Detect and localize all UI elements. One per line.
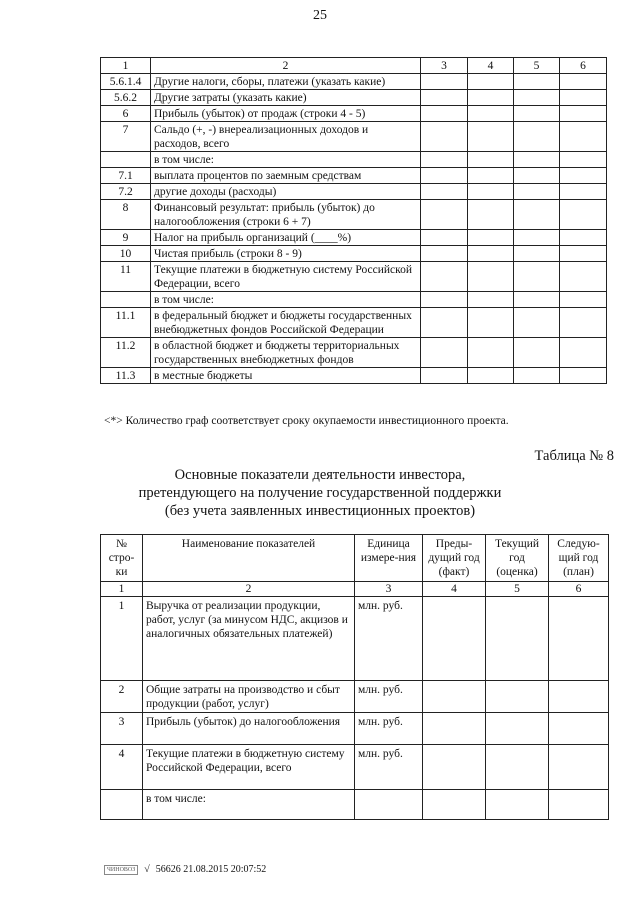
- value-cell: [421, 200, 468, 230]
- stamp-text: 56626 21.08.2015 20:07:52: [155, 864, 267, 875]
- check-mark-icon: √: [144, 864, 150, 875]
- value-cell: [423, 681, 486, 713]
- column-number-cell: 4: [468, 58, 514, 74]
- column-number-cell: 3: [355, 582, 423, 597]
- value-cell: [468, 200, 514, 230]
- value-cell: [514, 200, 560, 230]
- table-row: [101, 152, 607, 168]
- value-cell: [560, 168, 607, 184]
- table-row: [101, 308, 607, 338]
- value-cell: [421, 74, 468, 90]
- column-header: № стро-ки: [101, 535, 143, 582]
- indicator-label-cell: в областной бюджет и бюджеты территориальных государственных внебюджетных фондов: [151, 338, 421, 368]
- value-cell: [486, 681, 549, 713]
- column-header: Единица измере-ния: [355, 535, 423, 582]
- value-cell: [423, 745, 486, 790]
- value-cell: [421, 90, 468, 106]
- value-cell: [468, 368, 514, 384]
- column-number-cell: 6: [560, 58, 607, 74]
- indicators-table-continued: [100, 57, 607, 384]
- unit-cell: млн. руб.: [355, 681, 423, 713]
- unit-cell: млн. руб.: [355, 745, 423, 790]
- value-cell: [514, 338, 560, 368]
- value-cell: [421, 262, 468, 292]
- table-title-line: Основные показатели деятельности инвестора,: [174, 467, 466, 483]
- indicator-label-cell: Общие затраты на производство и сбыт продукции (работ, услуг): [143, 681, 355, 713]
- value-cell: [468, 90, 514, 106]
- value-cell: [560, 292, 607, 308]
- indicator-label-cell: Текущие платежи в бюджетную систему Российской Федерации, всего: [143, 745, 355, 790]
- indicator-label-cell: Выручка от реализации продукции, работ, услуг (за минусом НДС, акцизов и аналогичных обязательных платежей): [143, 597, 355, 681]
- unit-cell: млн. руб.: [355, 597, 423, 681]
- value-cell: [514, 106, 560, 122]
- stamp-logo: ЧИНОВОЗ: [104, 865, 138, 875]
- indicator-label-cell: Другие затраты (указать какие): [151, 90, 421, 106]
- column-number-cell: 6: [549, 582, 609, 597]
- value-cell: [421, 106, 468, 122]
- value-cell: [468, 74, 514, 90]
- value-cell: [560, 184, 607, 200]
- indicator-label-cell: Прибыль (убыток) от продаж (строки 4 - 5): [151, 106, 421, 122]
- indicator-label-cell: выплата процентов по заемным средствам: [151, 168, 421, 184]
- value-cell: [468, 246, 514, 262]
- column-number-cell: 2: [151, 58, 421, 74]
- table-title-line: (без учета заявленных инвестиционных проектов): [164, 503, 476, 519]
- value-cell: [468, 262, 514, 292]
- value-cell: [421, 292, 468, 308]
- row-number-cell: 11: [101, 262, 151, 292]
- indicator-label-cell: в том числе:: [151, 152, 421, 168]
- value-cell: [468, 122, 514, 152]
- value-cell: [423, 597, 486, 681]
- table-row: [101, 184, 607, 200]
- row-number-cell: 6: [101, 106, 151, 122]
- column-header: Наименование показателей: [143, 535, 355, 582]
- value-cell: [514, 74, 560, 90]
- indicator-label-cell: Налог на прибыль организаций (____%): [151, 230, 421, 246]
- table-title: [0, 466, 640, 520]
- column-header: Преды-дущий год (факт): [423, 535, 486, 582]
- value-cell: [514, 90, 560, 106]
- value-cell: [468, 106, 514, 122]
- indicator-label-cell: Другие налоги, сборы, платежи (указать какие): [151, 74, 421, 90]
- column-number-cell: 5: [486, 582, 549, 597]
- value-cell: [560, 246, 607, 262]
- table-row: [101, 90, 607, 106]
- table-row: [101, 246, 607, 262]
- value-cell: [421, 152, 468, 168]
- table-row: [101, 713, 609, 745]
- value-cell: [560, 230, 607, 246]
- value-cell: [560, 106, 607, 122]
- indicator-label-cell: Чистая прибыль (строки 8 - 9): [151, 246, 421, 262]
- value-cell: [514, 230, 560, 246]
- row-number-cell: 5.6.2: [101, 90, 151, 106]
- table-row: [101, 790, 609, 820]
- value-cell: [468, 338, 514, 368]
- value-cell: [486, 790, 549, 820]
- table-row: [101, 74, 607, 90]
- table-row: [101, 106, 607, 122]
- column-number-cell: 1: [101, 582, 143, 597]
- table-row: [101, 745, 609, 790]
- row-number-cell: 11.2: [101, 338, 151, 368]
- value-cell: [560, 338, 607, 368]
- column-number-cell: 4: [423, 582, 486, 597]
- row-number-cell: [101, 790, 143, 820]
- value-cell: [421, 368, 468, 384]
- indicator-label-cell: другие доходы (расходы): [151, 184, 421, 200]
- value-cell: [549, 713, 609, 745]
- column-number-cell: 2: [143, 582, 355, 597]
- table-row: [101, 168, 607, 184]
- value-cell: [514, 122, 560, 152]
- indicator-label-cell: в федеральный бюджет и бюджеты государственных внебюджетных фондов Российской Федерации: [151, 308, 421, 338]
- column-number-cell: 5: [514, 58, 560, 74]
- indicator-label-cell: Сальдо (+, -) внереализационных доходов и расходов, всего: [151, 122, 421, 152]
- table-row: [101, 338, 607, 368]
- table-label: Таблица № 8: [534, 448, 614, 464]
- value-cell: [486, 713, 549, 745]
- unit-cell: [355, 790, 423, 820]
- column-number-cell: 3: [421, 58, 468, 74]
- table-row: [101, 200, 607, 230]
- value-cell: [468, 308, 514, 338]
- value-cell: [560, 152, 607, 168]
- value-cell: [421, 168, 468, 184]
- row-number-cell: 10: [101, 246, 151, 262]
- column-header: Текущий год (оценка): [486, 535, 549, 582]
- table-row: [101, 292, 607, 308]
- value-cell: [514, 308, 560, 338]
- row-number-cell: [101, 292, 151, 308]
- row-number-cell: 7.1: [101, 168, 151, 184]
- row-number-cell: 8: [101, 200, 151, 230]
- column-header: Следую-щий год (план): [549, 535, 609, 582]
- value-cell: [423, 713, 486, 745]
- value-cell: [421, 184, 468, 200]
- row-number-cell: 2: [101, 681, 143, 713]
- indicator-label-cell: Текущие платежи в бюджетную систему Российской Федерации, всего: [151, 262, 421, 292]
- row-number-cell: 11.1: [101, 308, 151, 338]
- indicator-label-cell: в том числе:: [151, 292, 421, 308]
- value-cell: [486, 745, 549, 790]
- value-cell: [421, 122, 468, 152]
- value-cell: [468, 184, 514, 200]
- row-number-cell: 3: [101, 713, 143, 745]
- value-cell: [514, 168, 560, 184]
- value-cell: [421, 308, 468, 338]
- value-cell: [486, 597, 549, 681]
- table-row: [101, 368, 607, 384]
- row-number-cell: 7: [101, 122, 151, 152]
- row-number-cell: 11.3: [101, 368, 151, 384]
- value-cell: [421, 338, 468, 368]
- value-cell: [514, 292, 560, 308]
- value-cell: [549, 597, 609, 681]
- value-cell: [514, 262, 560, 292]
- table-row: [101, 122, 607, 152]
- value-cell: [421, 230, 468, 246]
- value-cell: [549, 790, 609, 820]
- value-cell: [549, 681, 609, 713]
- value-cell: [560, 122, 607, 152]
- indicator-label-cell: в местные бюджеты: [151, 368, 421, 384]
- value-cell: [468, 152, 514, 168]
- row-number-cell: 4: [101, 745, 143, 790]
- value-cell: [560, 200, 607, 230]
- column-number-cell: 1: [101, 58, 151, 74]
- indicator-label-cell: Финансовый результат: прибыль (убыток) до налогообложения (строки 6 + 7): [151, 200, 421, 230]
- investor-indicators-table: [100, 534, 609, 820]
- value-cell: [514, 152, 560, 168]
- value-cell: [560, 262, 607, 292]
- table-row: [101, 597, 609, 681]
- value-cell: [514, 246, 560, 262]
- unit-cell: млн. руб.: [355, 713, 423, 745]
- value-cell: [514, 368, 560, 384]
- page-number: 25: [313, 8, 327, 23]
- value-cell: [549, 745, 609, 790]
- table-title-line: претендующего на получение государственной поддержки: [138, 485, 502, 501]
- row-number-cell: [101, 152, 151, 168]
- value-cell: [560, 308, 607, 338]
- value-cell: [468, 230, 514, 246]
- value-cell: [514, 184, 560, 200]
- value-cell: [421, 246, 468, 262]
- header-row: [101, 58, 607, 74]
- value-cell: [468, 168, 514, 184]
- indicator-label-cell: в том числе:: [143, 790, 355, 820]
- row-number-cell: 1: [101, 597, 143, 681]
- footnote: <*> Количество граф соответствует сроку окупаемости инвестиционного проекта.: [104, 415, 509, 427]
- indicator-label-cell: Прибыль (убыток) до налогообложения: [143, 713, 355, 745]
- table-row: [101, 230, 607, 246]
- row-number-cell: 5.6.1.4: [101, 74, 151, 90]
- row-number-cell: 9: [101, 230, 151, 246]
- value-cell: [423, 790, 486, 820]
- table-row: [101, 681, 609, 713]
- value-cell: [560, 74, 607, 90]
- value-cell: [468, 292, 514, 308]
- table-row: [101, 262, 607, 292]
- row-number-cell: 7.2: [101, 184, 151, 200]
- value-cell: [560, 90, 607, 106]
- value-cell: [560, 368, 607, 384]
- document-stamp: [104, 864, 266, 875]
- index-row: [101, 582, 609, 597]
